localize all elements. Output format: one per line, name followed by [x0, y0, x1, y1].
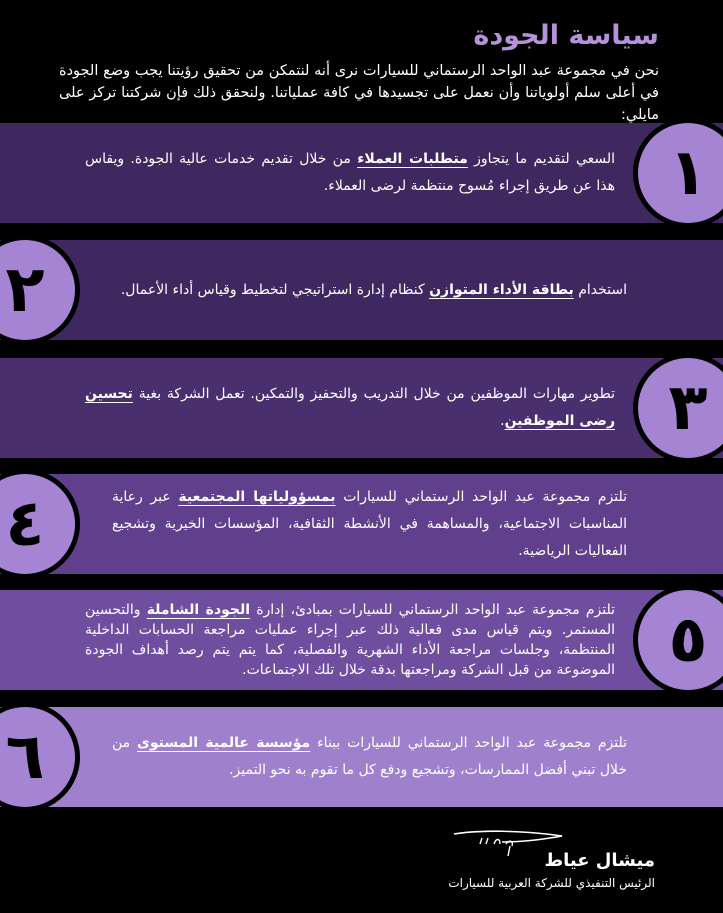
highlight-phrase: الجودة الشاملة	[146, 602, 251, 618]
intro-paragraph: نحن في مجموعة عبد الواحد الرستماني للسيارات نرى أنه لنتمكن من تحقيق رؤيتنا يجب وضع الجودة في أعلى سلم أولوياتنا وأن نعمل على تجسيدها في كافة عملياتنا. ولنحقق ذلك فإن شركتنا تركز على مايلي:	[59, 63, 659, 123]
policy-item-text: تلتزم مجموعة عبد الواحد الرستماني للسيارات بمسؤولياتها المجتمعية عبر رعاية المناسبات الاجتماعية، والمساهمة في الأنشطة الثقافية، المؤسسات الخيرية وتشجيع الفعاليات الرياضية.	[112, 488, 627, 559]
highlight-phrase: بمسؤولياتها المجتمعية	[178, 488, 336, 505]
signatory-role: الرئيس التنفيذي للشركة العربية للسيارات	[448, 876, 655, 890]
policy-item-text: السعي لتقديم ما يتجاوز متطلبات العملاء من خلال تقديم خدمات عالية الجودة. ويقاس هذا عن طريق إجراء مُسوح منتظمة لرضى العملاء.	[85, 151, 616, 194]
item-number-badge: ٦	[0, 702, 80, 812]
item-number-badge: ٢	[0, 235, 80, 345]
policy-item-5	[0, 590, 723, 690]
policy-item-text: تطوير مهارات الموظفين من خلال التدريب والتحفيز والتمكين. تعمل الشركة بغية تحسين رضى الموظفين.	[85, 386, 615, 429]
highlight-phrase: تحسين رضى الموظفين	[85, 386, 615, 429]
policy-item-2	[0, 240, 723, 340]
policy-item-6	[0, 707, 723, 807]
policy-item-text: استخدام بطاقة الأداء المتوازن كنظام إدارة استراتيجي لتخطيط وقياس أداء الأعمال.	[120, 281, 627, 298]
page-title: سياسة الجودة	[473, 20, 659, 51]
policy-item-4	[0, 474, 723, 574]
signatory-name: ميشال عياط	[544, 850, 655, 871]
item-number-badge: ١	[633, 118, 723, 228]
item-number-badge: ٥	[633, 585, 723, 695]
policy-item-3	[0, 358, 723, 458]
policy-item-1	[0, 123, 723, 223]
policy-item-text: تلتزم مجموعة عبد الواحد الرستماني للسيارات بمبادئ، إدارة الجودة الشاملة والتحسين المستمر. ويتم قياس مدى فعالية ذلك عبر إجراء عمليات مراجعة الحسابات الداخلية المنتظمة، وجلسات مراجعة الأداء الشهرية والفصلية، كما يتم يتم رصد أهداف الجودة الموضوعة من قبل الشركة ومراجعتها بدقة خلال تلك الاجتماعات.	[85, 602, 615, 678]
item-number-badge: ٣	[633, 353, 723, 463]
highlight-phrase: مؤسسة عالمية المستوى	[137, 735, 311, 751]
highlight-phrase: متطلبات العملاء	[357, 151, 468, 167]
policy-item-text: تلتزم مجموعة عبد الواحد الرستماني للسيارات ببناء مؤسسة عالمية المستوى من خلال تبني أفضل الممارسات، وتشجيع ودفع كل ما تقوم به نحو التميز.	[112, 735, 627, 778]
item-number-badge: ٤	[0, 469, 80, 579]
highlight-phrase: بطاقة الأداء المتوازن	[429, 281, 574, 298]
